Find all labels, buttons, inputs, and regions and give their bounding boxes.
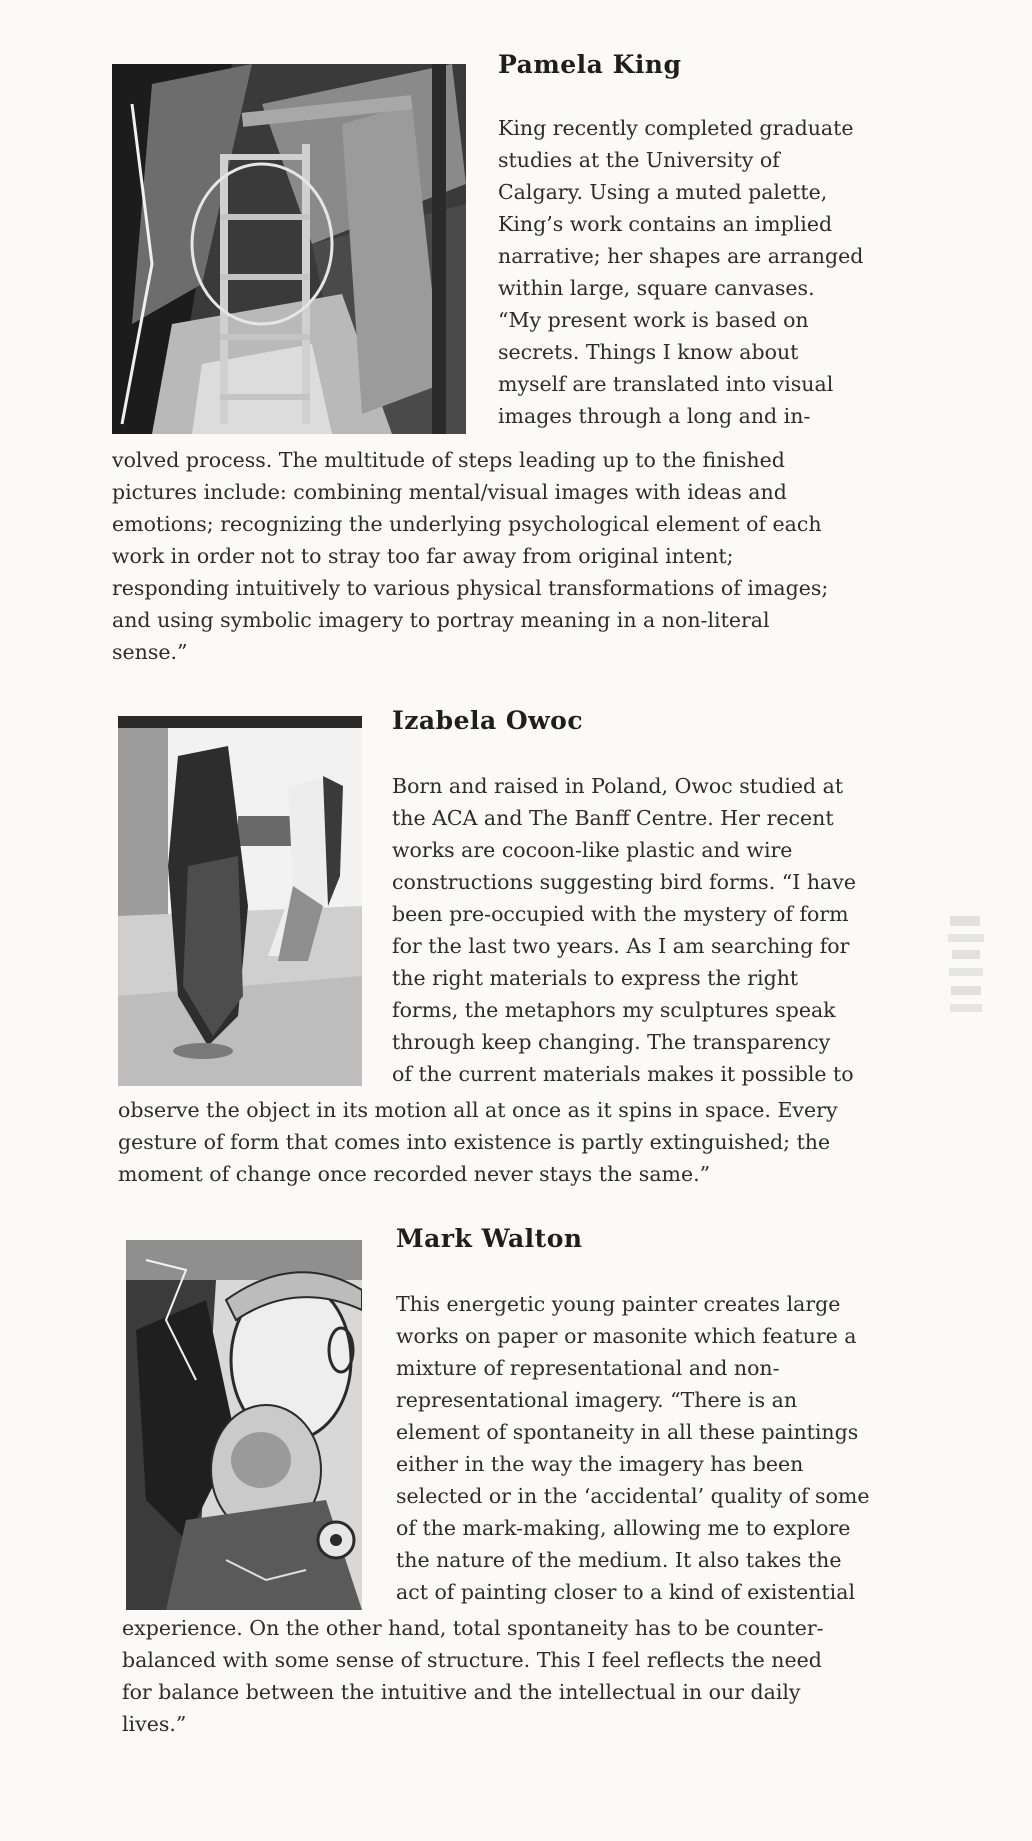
bio-line: responding intuitively to various physical transformations of images; [112,576,829,600]
bio-line: myself are translated into visual [498,372,834,396]
bio-line: the ACA and The Banff Centre. Her recent [392,806,834,830]
bio-line: gesture of form that comes into existence is partly extinguished; the [118,1130,831,1154]
bio-line: constructions suggesting bird forms. “I have [392,870,856,894]
bio-line: the right materials to express the right [392,966,799,990]
bio-line: lives.” [122,1712,187,1736]
bio-line: work in order not to stray too far away from original intent; [112,544,734,568]
bio-line: works are cocoon-like plastic and wire [392,838,793,862]
bio-line: observe the object in its motion all at once as it spins in space. Every [118,1098,838,1122]
bio-line: either in the way the imagery has been [396,1452,804,1476]
bio-line: emotions; recognizing the underlying psychological element of each [112,512,822,536]
bio-line: Calgary. Using a muted palette, [498,180,828,204]
bio-line: forms, the metaphors my sculptures speak [392,998,836,1022]
artwork-photo-izabela-owoc [118,716,362,1086]
bio-line: King recently completed graduate [498,116,854,140]
bio-line: Born and raised in Poland, Owoc studied at [392,774,844,798]
bio-line: of the mark-making, allowing me to explore [396,1516,851,1540]
bio-line: through keep changing. The transparency [392,1030,831,1054]
bio-line: selected or in the ‘accidental’ quality of some [396,1484,870,1508]
bio-line: moment of change once recorded never stays the same.” [118,1162,711,1186]
bio-line: element of spontaneity in all these paintings [396,1420,859,1444]
bio-line: narrative; her shapes are arranged [498,244,864,268]
bio-line: “My present work is based on [498,308,809,332]
bio-line: been pre-occupied with the mystery of form [392,902,849,926]
bio-line: for the last two years. As I am searching for [392,934,850,958]
artist-name-izabela-owoc: Izabela Owoc [392,706,584,735]
bio-line: secrets. Things I know about [498,340,799,364]
artist-name-pamela-king: Pamela King [498,50,682,79]
bio-line: studies at the University of [498,148,780,172]
artwork-photo-pamela-king [112,64,466,434]
bio-line: images through a long and in- [498,404,811,428]
bio-line: and using symbolic imagery to portray meaning in a non-literal [112,608,770,632]
bio-line: volved process. The multitude of steps leading up to the finished [112,448,785,472]
bio-line: mixture of representational and non- [396,1356,780,1380]
bio-line: pictures include: combining mental/visual images with ideas and [112,480,787,504]
bio-line: within large, square canvases. [498,276,815,300]
bio-line: act of painting closer to a kind of existential [396,1580,856,1604]
bio-line: This energetic young painter creates large [396,1292,841,1316]
bio-line: the nature of the medium. It also takes the [396,1548,842,1572]
margin-smudge [946,910,988,1028]
artwork-photo-mark-walton [126,1240,362,1610]
artist-name-mark-walton: Mark Walton [396,1224,583,1253]
bio-line: sense.” [112,640,188,664]
bio-line: experience. On the other hand, total spontaneity has to be counter- [122,1616,824,1640]
bio-line: balanced with some sense of structure. This I feel reflects the need [122,1648,822,1672]
bio-line: of the current materials makes it possible to [392,1062,854,1086]
bio-line: for balance between the intuitive and the intellectual in our daily [122,1680,801,1704]
bio-line: representational imagery. “There is an [396,1388,798,1412]
bio-line: works on paper or masonite which feature a [396,1324,857,1348]
bio-line: King’s work contains an implied [498,212,833,236]
